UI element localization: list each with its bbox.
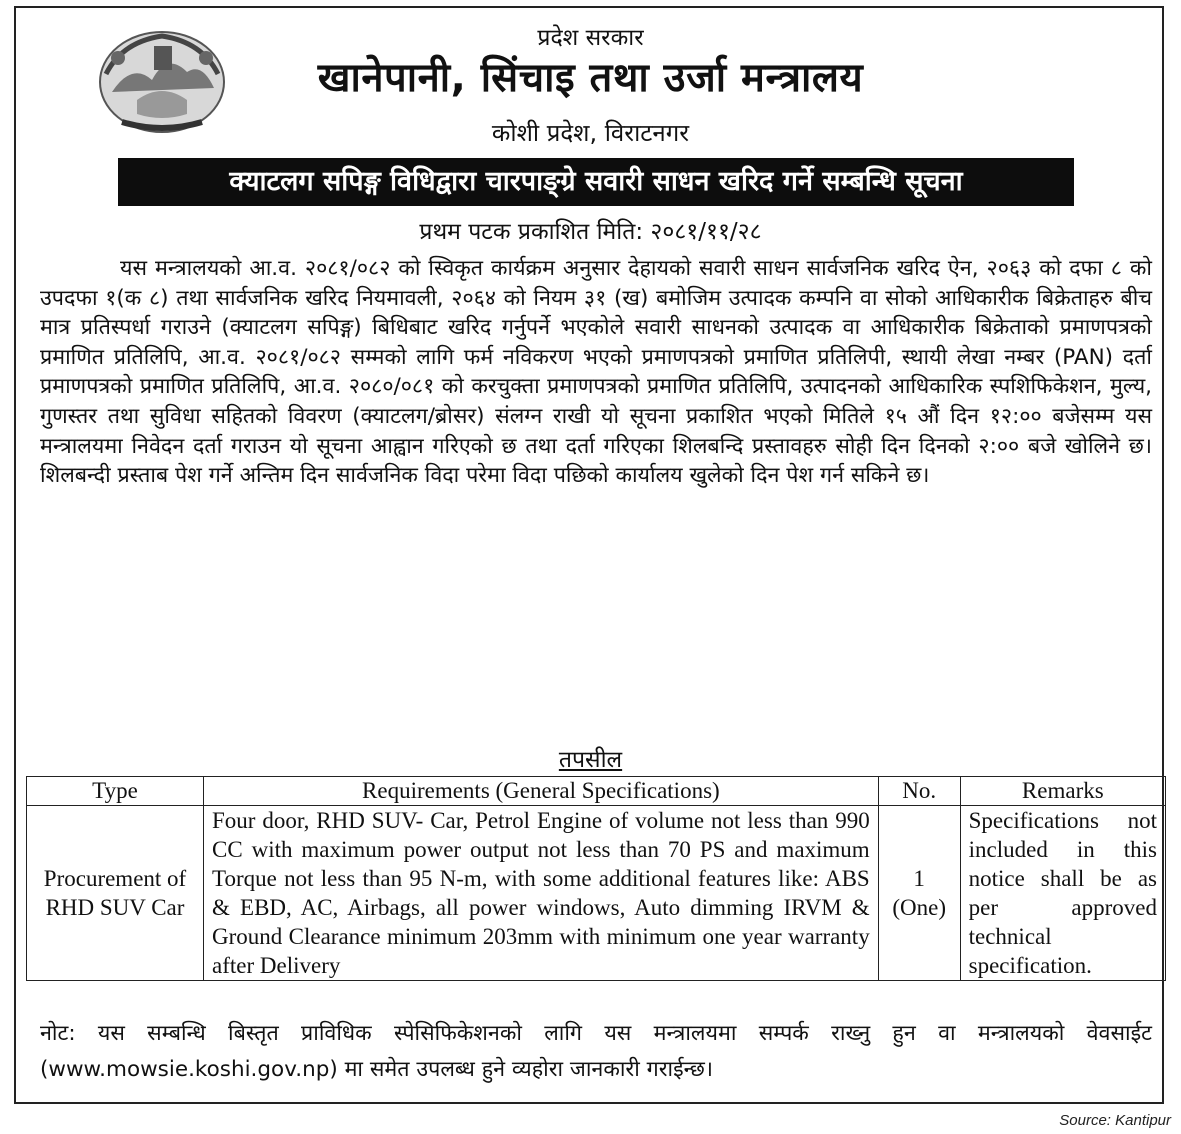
table-header-row — [27, 777, 1166, 806]
notice-body: यस मन्त्रालयको आ.व. २०८१/०८२ को स्विकृत कार्यक्रम अनुसार देहायको सवारी साधन सार्वजनिक खरिद ऐन, २०६३ को दफा ८ को उपदफा १(क ८) तथा सार्वजनिक खरिद नियमावली, २०६४ को नियम ३१ (ख) बमोजिम उत्पादक कम्पनि वा सोको आधिकारीक बिक्रेताहरु बीच मात्र प्रतिस्पर्धा गराउने (क्याटलग सपिङ्ग) बिधिबाट खरिद गर्नुपर्ने भएकोले सवारी साधनको उत्पादक वा आधिकारीक बिक्रेताको प्रमाणपत्रको प्रमाणित प्रतिलिपि, आ.व. २०८१/०८२ सम्मको लागि फर्म नविकरण भएको प्रमाणपत्रको प्रमाणित प्रतिलिपी, स्थायी लेखा नम्बर (PAN) दर्ता प्रमाणपत्रको प्रमाणित प्रतिलिपि, आ.व. २०८०/०८१ को करचुक्ता प्रमाणपत्रको प्रमाणित प्रतिलिपि, उत्पादनको आधिकारिक स्पशिफिकेशन, मुल्य, गुणस्तर तथा सुविधा सहितको विवरण (क्याटलग/ब्रोसर) संलग्न राखी यो सूचना प्रकाशित भएको मितिले १५ औं दिन १२:०० बजेसम्म यस मन्त्रालयमा निवेदन दर्ता गराउन यो सूचना आह्वान गरिएको छ तथा दर्ता गरिएका शिलबन्दि प्रस्तावहरु सोही दिन दिनको २:०० बजे खोलिने छ। शिलबन्दी प्रस्ताब पेश गर्ने अन्तिम दिन सार्वजनिक विदा परेमा विदा पछिको कार्यालय खुलेको दिन पेश गर्न सकिने छ। — [40, 256, 1152, 489]
schedule-heading: तपसील — [558, 747, 623, 773]
header-type: Type — [27, 777, 204, 806]
cell-type: Procurement of RHD SUV Car — [27, 806, 204, 981]
cell-remarks: Specifications not included in this notice shall be as per approved technical specification. — [960, 806, 1165, 981]
table-row — [27, 806, 1166, 981]
source-credit: Source: Kantipur — [1059, 1112, 1171, 1129]
quantity-value: 1 — [913, 866, 925, 891]
notice-title-banner: क्याटलग सपिङ्ग विधिद्वारा चारपाङ्ग्रे सवारी साधन खरिद गर्ने सम्बन्धि सूचना — [118, 158, 1074, 206]
cell-no — [878, 806, 960, 981]
header-no: No. — [878, 777, 960, 806]
requirements-table — [26, 776, 1166, 981]
footer-note: नोट: यस सम्बन्धि बिस्तृत प्राविधिक स्पेसिफिकेशनको लागि यस मन्त्रालयमा सम्पर्क राख्नु हुन वा मन्त्रालयको वेवसाईट (www.mowsie.koshi.gov.np) मा समेत उपलब्ध हुने व्यहोरा जानकारी गराईन्छ। — [40, 1021, 1152, 1082]
quantity-words: (One) — [892, 895, 946, 920]
ministry-location: कोशी प्रदेश, विराटनगर — [491, 119, 690, 147]
header-requirements: Requirements (General Specifications) — [204, 777, 879, 806]
cell-requirements: Four door, RHD SUV- Car, Petrol Engine of volume not less than 990 CC with maximum power output not less than 70 PS and maximum Torque not less than 95 N-m, with some additional features like: ABS & EBD, AC, Airbags, all power windows, Auto dimming IRVM & Ground Clearance minimum 203mm with minimum one year warranty after Delivery — [204, 806, 879, 981]
ministry-title: खानेपानी, सिंचाइ तथा उर्जा मन्त्रालय — [317, 55, 864, 101]
government-label: प्रदेश सरकार — [537, 25, 644, 51]
header-remarks: Remarks — [960, 777, 1165, 806]
publication-date: प्रथम पटक प्रकाशित मिति: २०८१/११/२८ — [419, 219, 762, 245]
